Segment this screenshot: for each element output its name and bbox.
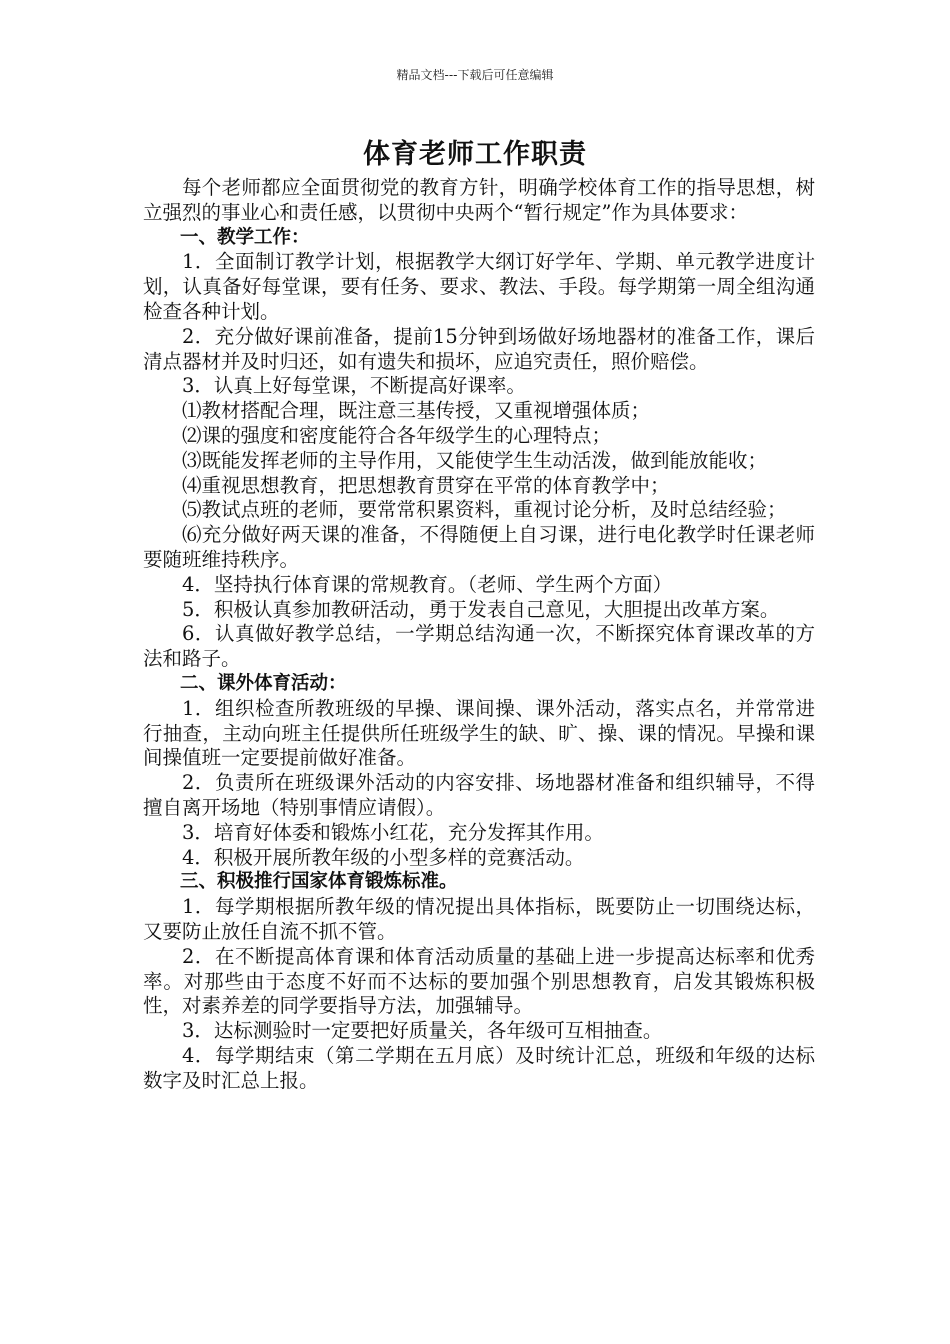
- paragraph: 5．积极认真参加教研活动，勇于发表自己意见，大胆提出改革方案。: [182, 597, 780, 621]
- document-title: 体育老师工作职责: [363, 139, 587, 170]
- paragraph: 4．坚持执行体育课的常规教育。（老师、学生两个方面）: [182, 572, 673, 596]
- paragraph: 4．积极开展所教年级的小型多样的竞赛活动。: [182, 845, 585, 869]
- sub-item: ⑵课的强度和密度能符合各年级学生的心理特点；: [182, 423, 612, 447]
- paragraph: 1．全面制订教学计划，根据教学大纲订好学年、学期、单元教学进度计划，认真备好每堂课，要有任务、要求、教法、手段。每学期第一周全组沟通检查各种计划。: [143, 250, 815, 323]
- paragraph: 2．充分做好课前准备，提前15分钟到场做好场地器材的准备工作，课后清点器材并及时归还，如有遗失和损坏，应追究责任，照价赔偿。: [143, 324, 815, 373]
- section-heading-extracurricular: 二、课外体育活动：: [180, 672, 347, 694]
- paragraph: 2．在不断提高体育课和体育活动质量的基础上进一步提高达标率和优秀率。对那些由于态度不好而不达标的要加强个别思想教育，启发其锻炼积极性，对素养差的同学要指导方法，加强辅导。: [143, 944, 815, 1018]
- sub-item: ⑶既能发挥老师的主导作用，又能使学生生动活泼，做到能放能收；: [182, 448, 768, 472]
- paragraph: 3．达标测验时一定要把好质量关，各年级可互相抽查。: [182, 1019, 663, 1043]
- paragraph: 1．组织检查所教班级的早操、课间操、课外活动，落实点名，并常常进行抽查，主动向班主任提供所任班级学生的缺、旷、操、课的情况。早操和课间操值班一定要提前做好准备。: [143, 696, 815, 770]
- paragraph: 3．认真上好每堂课，不断提高好课率。: [182, 374, 526, 398]
- section-heading-teaching: 一、教学工作：: [180, 226, 310, 248]
- paragraph: 1．每学期根据所教年级的情况提出具体指标，既要防止一切围绕达标，又要防止放任自流不抓不管。: [143, 895, 815, 943]
- sub-item: ⑹充分做好两天课的准备，不得随便上自习课，进行电化教学时任课老师要随班维持秩序。: [143, 523, 815, 571]
- sub-item: ⑴教材搭配合理，既注意三基传授，又重视增强体质；: [182, 399, 651, 423]
- sub-item: ⑸教试点班的老师，要常常积累资料，重视讨论分析，及时总结经验；: [182, 498, 787, 522]
- document-body: [143, 176, 815, 1093]
- page-header: 精品文档---下载后可任意编辑: [396, 68, 554, 82]
- intro-paragraph: 每个老师都应全面贯彻党的教育方针，明确学校体育工作的指导思想，树立强烈的事业心和责任感，以贯彻中央两个“暂行规定”作为具体要求：: [143, 176, 815, 224]
- sub-item: ⑷重视思想教育，把思想教育贯穿在平常的体育教学中；: [182, 473, 670, 497]
- paragraph: 6．认真做好教学总结，一学期总结沟通一次，不断探究体育课改革的方法和路子。: [143, 622, 815, 671]
- paragraph: 4．每学期结束（第二学期在五月底）及时统计汇总，班级和年级的达标数字及时汇总上报。: [143, 1043, 815, 1092]
- section-heading-standards: 三、积极推行国家体育锻炼标准。: [180, 871, 458, 893]
- paragraph: 3．培育好体委和锻炼小红花，充分发挥其作用。: [182, 820, 604, 844]
- paragraph: 2．负责所在班级课外活动的内容安排、场地器材准备和组织辅导，不得擅自离开场地（特别事情应请假）。: [143, 771, 815, 819]
